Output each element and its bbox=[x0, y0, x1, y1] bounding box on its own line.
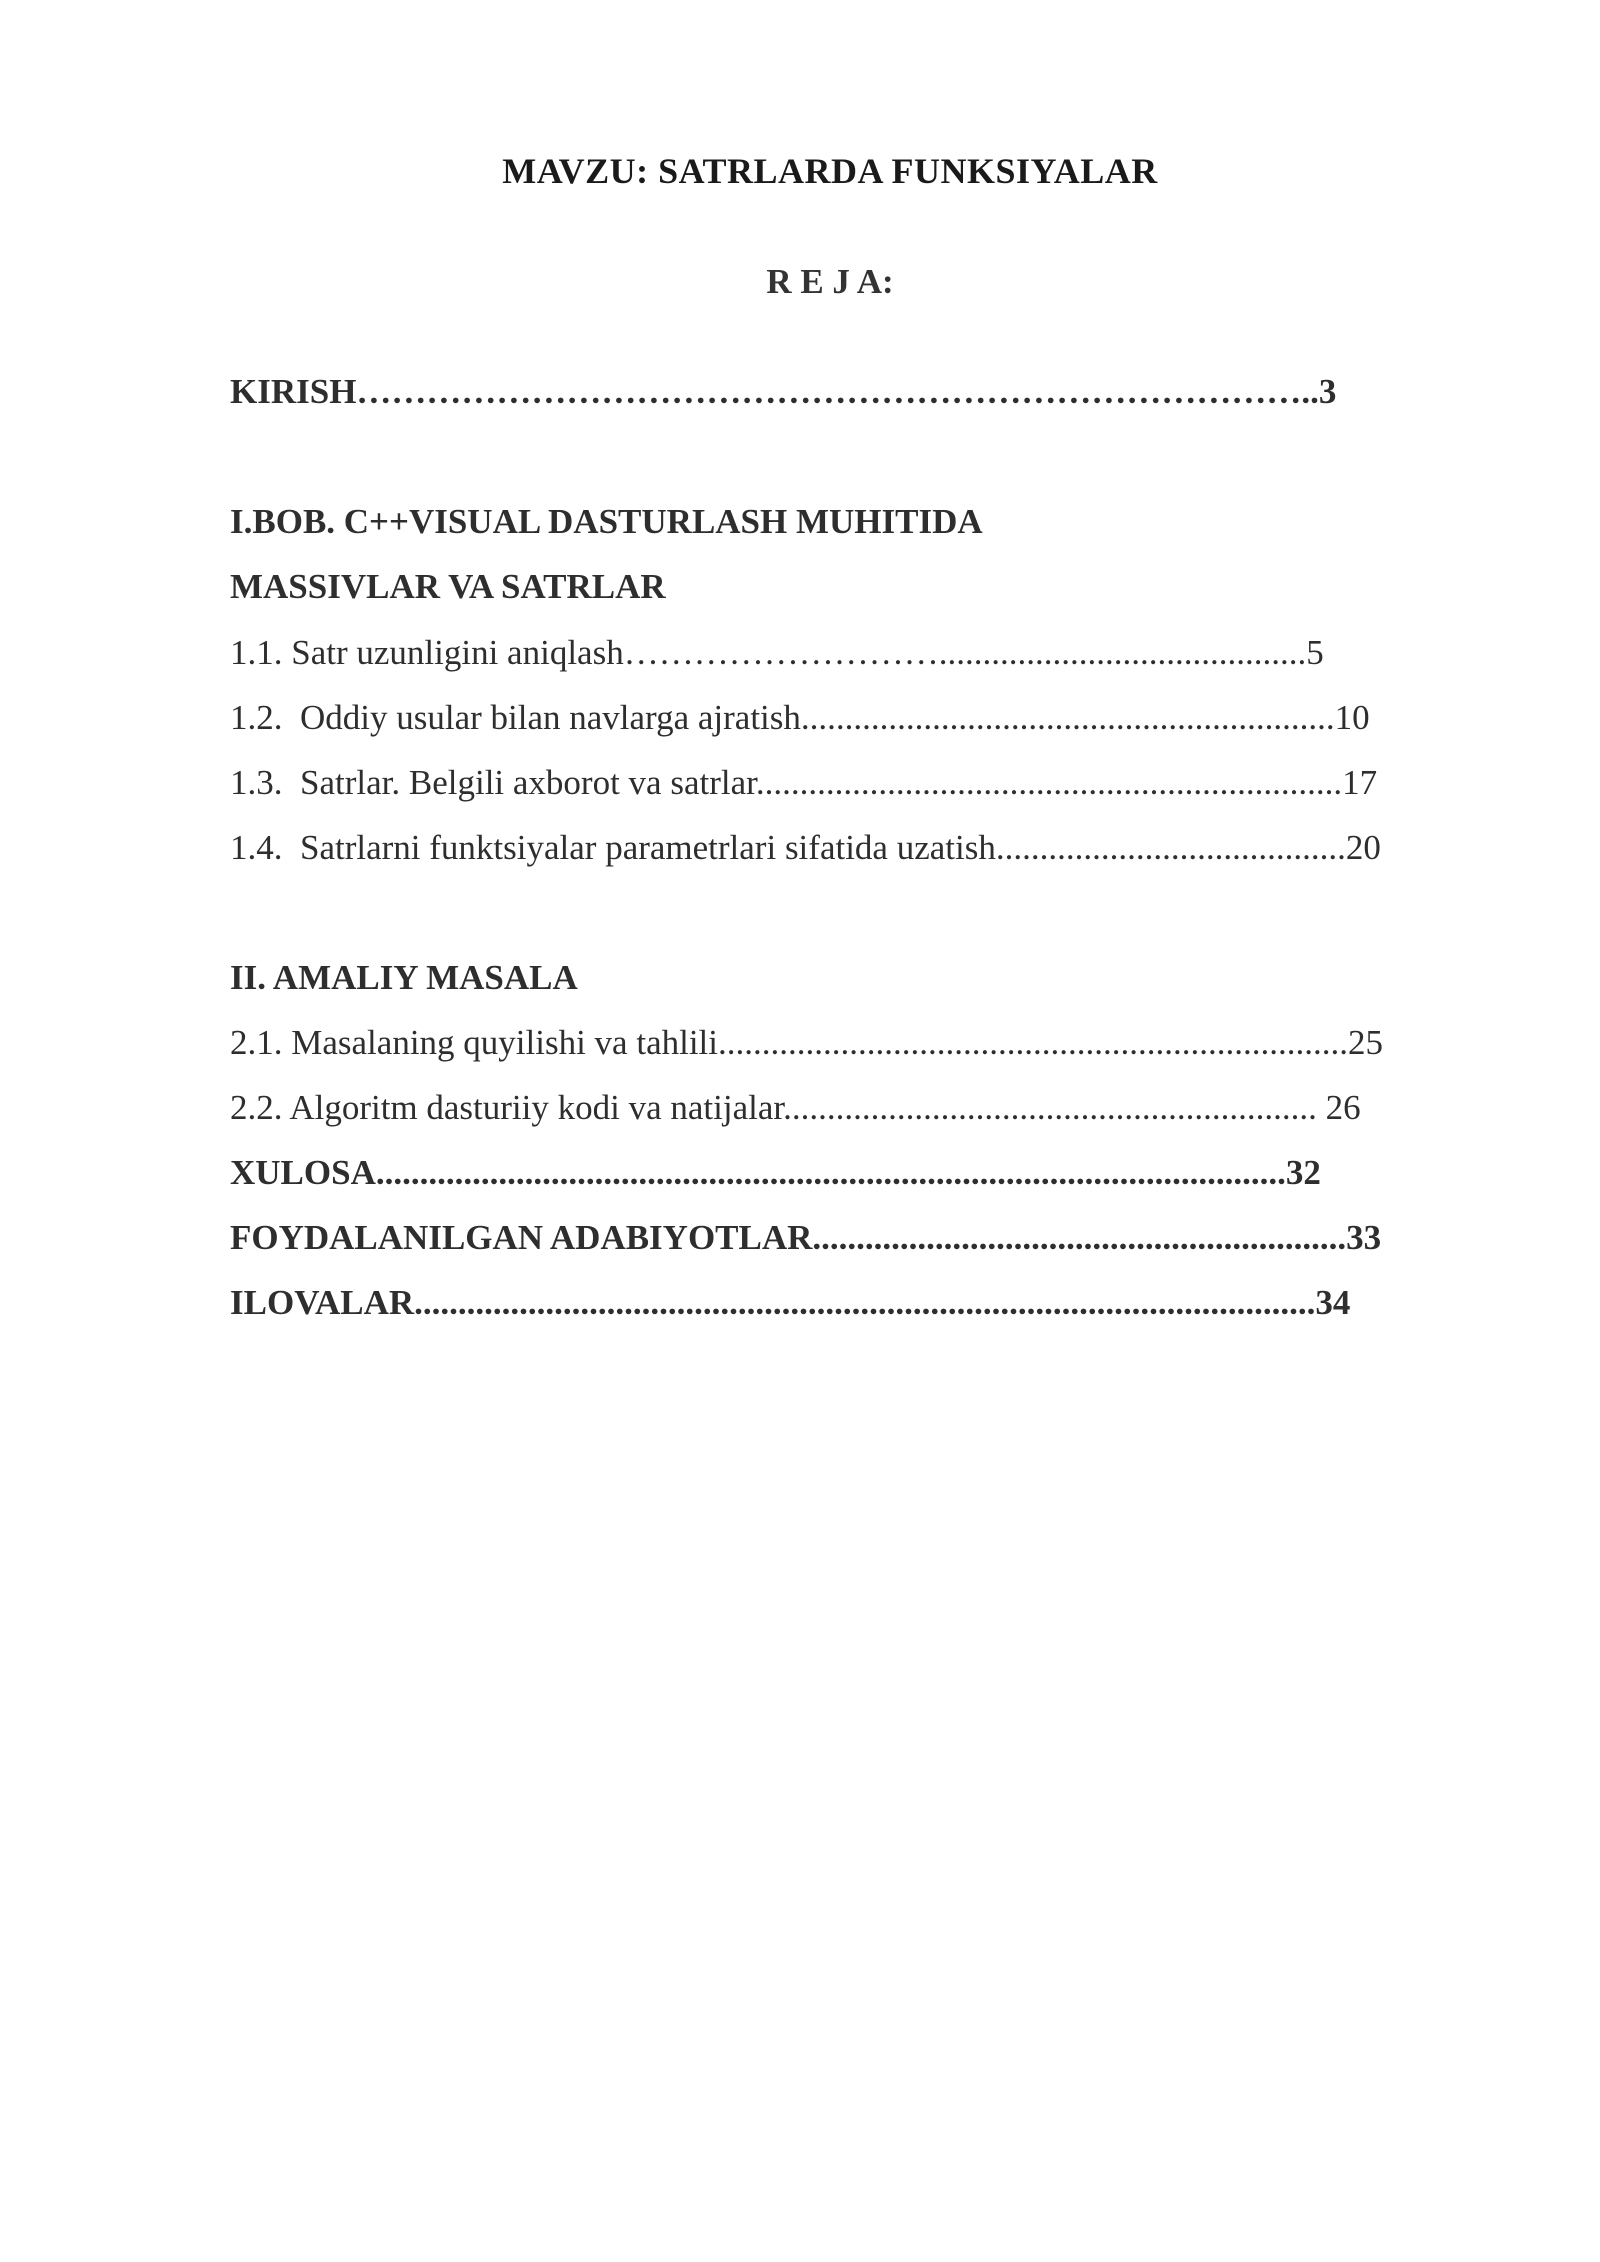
toc-entry-1-1: 1.1. Satr uzunligini aniqlash………………………..........................................5 bbox=[230, 633, 1324, 672]
chapter1-heading-line1: I.BOB. C++VISUAL DASTURLASH MUHITIDA bbox=[230, 502, 983, 541]
toc-entry-2-2: 2.2. Algoritm dasturiiy kodi va natijalar............................................................. 26 bbox=[230, 1088, 1361, 1127]
toc-entry-references: FOYDALANILGAN ADABIYOTLAR.............................................................33 bbox=[230, 1218, 1382, 1257]
toc-entry-intro: KIRISH………………………………………………………………………..3 bbox=[230, 372, 1337, 411]
plan-heading: R E J A: bbox=[766, 262, 894, 301]
chapter1-heading-line2: MASSIVLAR VA SATRLAR bbox=[230, 567, 666, 606]
toc-entry-conclusion: XULOSA........................................................................................................32 bbox=[230, 1153, 1321, 1192]
toc-entry-2-1: 2.1. Masalaning quyilishi va tahlili........................................................................25 bbox=[230, 1023, 1384, 1062]
chapter2-heading: II. AMALIY MASALA bbox=[230, 958, 578, 997]
document-title: MAVZU: SATRLARDA FUNKSIYALAR bbox=[502, 151, 1158, 191]
toc-entry-1-3: 1.3. Satrlar. Belgili axborot va satrlar...................................................................17 bbox=[230, 763, 1378, 802]
toc-entry-appendices: ILOVALAR.......................................................................................................34 bbox=[230, 1283, 1351, 1322]
toc-entry-1-2: 1.2. Oddiy usular bilan navlarga ajratish.............................................................10 bbox=[230, 698, 1370, 737]
toc-entry-1-4: 1.4. Satrlarni funktsiyalar parametrlari sifatida uzatish........................................20 bbox=[230, 828, 1381, 867]
